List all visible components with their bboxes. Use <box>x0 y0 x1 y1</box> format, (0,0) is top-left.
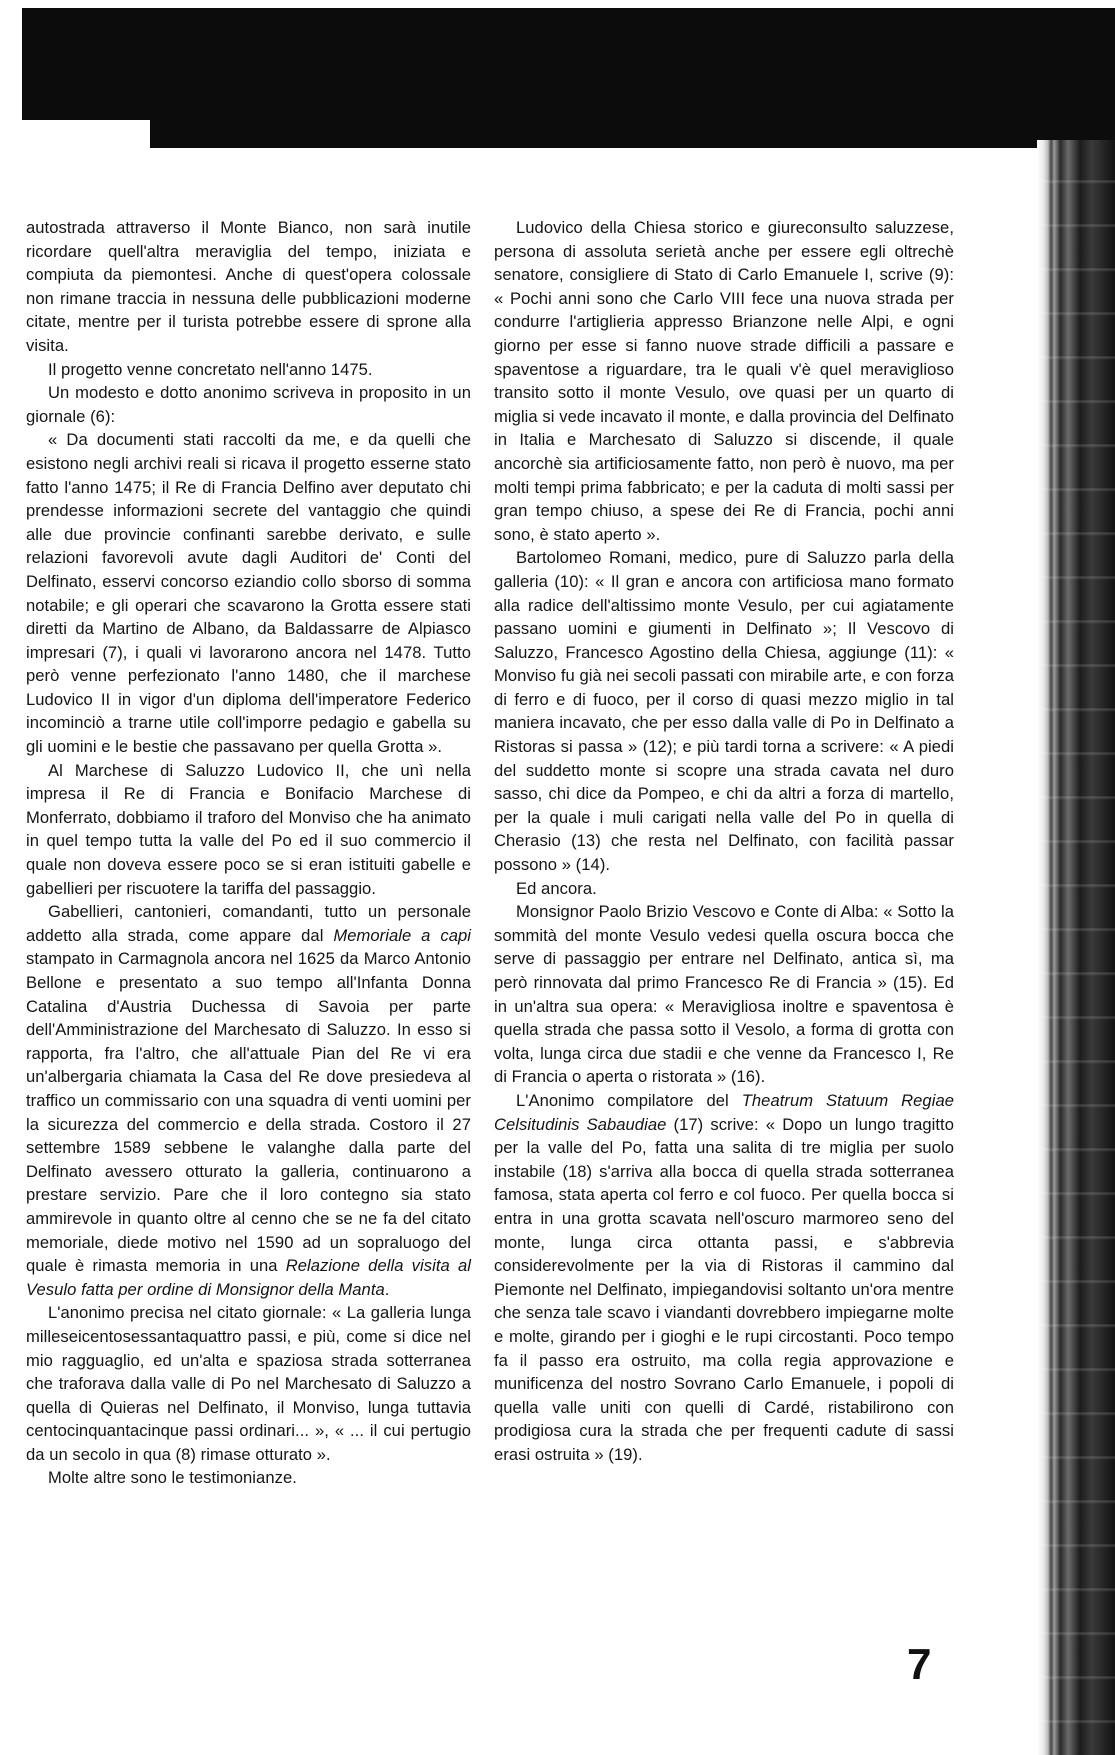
paragraph <box>26 900 471 1301</box>
text-run: Gabellieri, cantonieri, comandanti, tutto un personale addetto alla strada, come appare dal <box>26 902 471 945</box>
document-page <box>26 216 1016 1596</box>
italic-title: Memoriale a capi <box>333 925 471 945</box>
right-text-column <box>494 216 954 1466</box>
paragraph: Ludovico della Chiesa storico e giureconsulto saluzzese, persona di assoluta serietà anche per essere egli oltrechè senatore, consigliere di Stato di Carlo Emanuele I, scrive (9): « Pochi anni sono che Carlo VIII fece una nuova strada per condurre l'artiglieria appresso Brianzone nelle Alpi, e ogni giorno per esse si fanno nuove strade difficili a passare e spaventose a riguardare, tra le quali v'è quel meraviglioso transito sotto il monte Vesulo, ove quasi per un quarto di miglia si vede incavato il monte, e dalla provincia del Delfinato in Italia e Marchesato di Saluzzo si discende, il quale ancorchè sia artificiosamente fatto, non però è nuovo, ma per molti tempi prima fabbricato; e per la caduta di molti sassi per gran tempo chiuso, a spese dei Re di Francia, pochi anni sono, è stato aperto ». <box>494 218 954 544</box>
paragraph: Un modesto e dotto anonimo scriveva in proposito in un giornale (6): <box>26 383 471 426</box>
paragraph: « Da documenti stati raccolti da me, e da quelli che esistono negli archivi reali si ricava il progetto esserne stato fatto l'anno 1475; il Re di Francia Delfino aver deputato chi prendesse informazioni secrete del vantaggio che quindi alle due provincie confinanti sarebbe derivato, e sulle relazioni favorevoli avute dagli Auditori de' Conti del Delfinato, esservi concorso eziandio collo sborso di somma notabile; e gli operari che scavarono la Grotta essere stati diretti da Martino de Albano, da Baldassarre de Alpiasco impresari (7), i quali vi lavorarono ancora nel 1478. Tutto però venne perfezionato l'anno 1480, che il marchese Ludovico II in vigor d'un diploma dell'imperatore Federico incominciò a trarne utile coll'imporre pedagio e gabella su gli uomini e le bestie che passavano per quella Grotta ». <box>26 430 471 757</box>
scan-black-lip <box>22 108 150 120</box>
text-run: L'Anonimo compilatore del <box>516 1090 742 1110</box>
paragraph: Molte altre sono le testimonianze. <box>48 1468 297 1488</box>
italic-title: Theatrum Statuum Regiae Celsitudinis Sabaudiae <box>494 1090 954 1134</box>
paragraph: autostrada attraverso il Monte Bianco, non sarà inutile ricordare quell'altra meraviglia del tempo, iniziata e compiuta da piemontesi. Anche di quest'opera colossale non rimane traccia in nessuna delle pubblicazioni moderne citate, mentre per il turista potrebbe essere di sprone alla visita. <box>26 218 471 355</box>
paragraph: Ed ancora. <box>516 878 597 898</box>
paragraph: Il progetto venne concretato nell'anno 1475. <box>48 359 373 379</box>
paragraph: L'anonimo precisa nel citato giornale: « La galleria lunga milleseicentosessantaquattro passi, e più, come si dice nel mio ragguaglio, ed un'alta e spaziosa strada sotterranea che traforava dalla valle di Po nel Marchesato di Saluzzo a quella di Quieras nel Delfinato, il Monviso, lunga tuttavia centocinquantacinque passi ordinari... », « ... il cui pertugio da un secolo in qua (8) rimase otturato ». <box>26 1303 471 1464</box>
scan-black-header <box>22 8 1115 118</box>
text-run: . <box>384 1279 390 1299</box>
paragraph: Al Marchese di Saluzzo Ludovico II, che unì nella impresa il Re di Francia e Bonifacio Marchese di Monferrato, dobbiamo il traforo del Monviso che ha animato in quel tempo tutta la valle del Po ed il suo commercio il quale non doveva essere poco se si eran istituiti gabelle e gabellieri per riscuotere la tariffa del passaggio. <box>26 760 471 898</box>
paragraph: Monsignor Paolo Brizio Vescovo e Conte di Alba: « Sotto la sommità del monte Vesulo vedesi quella oscura bocca che serve di passaggio per entrare nel Delfinato, antica sì, ma però rinnovata dal primo Francesco Re di Francia » (15). Ed in un'altra sua opera: « Meravigliosa inoltre e spaventosa è quella strada che passa sotto il Vesolo, a forma di grotta con volta, lunga circa due stadii e che venne da Francesco I, Re di Francia o aperta o ristorata » (16). <box>494 902 954 1087</box>
text-run: stampato in Carmagnola ancora nel 1625 da Marco Antonio Bellone e presentato a suo tempo all'Infanta Donna Catalina d'Austria Duchessa di Savoia per parte dell'Amministrazione del Marchesato di Saluzzo. In esso si rapporta, fra l'altro, che all'attuale Pian del Re vi era un'albergaria chiamata la Casa del Re dove presiedeva al traffico un commissario con una squadra di venti uomini per la sicurezza del commercio e della strada. Costoro il 27 settembre 1589 sebbene le valanghe dalla parte del Delfinato avessero otturato la galleria, continuarono a prestare servizio. Pare che il loro contegno sia stato ammirevole in quanto oltre al cenno che se ne fa del citato memoriale, diede motivo nel 1590 ad un sopraluogo del quale è rimasta memoria in una <box>26 949 471 1276</box>
paragraph: Bartolomeo Romani, medico, pure di Saluzzo parla della galleria (10): « Il gran e ancora con artificiosa mano formato alla radice dell'altissimo monte Vesulo, per cui agiatamente passano uomini e giumenti in Delfinato »; Il Vescovo di Saluzzo, Francesco Agostino della Chiesa, aggiunge (11): « Monviso fu già nei secoli passati con mirabile arte, e con forza di ferro e di fuoco, per il corso di quasi mezzo miglio in tal maniera incavato, che per esso dalla valle di Po in Delfinato a Ristoras si passa » (12); e più tardi torna a scrivere: « A piedi del suddetto monte si scopre una strada cavata nel duro sasso, chi dice da Pompeo, e chi da altri a forza di martello, per la quale i muli carigati nella valle del Po in quella di Cherasio (13) che resta nel Delfinato, con facilità passar possono » (14). <box>494 548 954 875</box>
scan-top-border <box>0 0 1115 148</box>
italic-title: Relazione della visita al Vesulo fatta per ordine di Monsignor della Manta <box>26 1256 471 1299</box>
scan-black-step <box>150 108 1115 148</box>
text-run: (17) scrive: « Dopo un lungo tragitto per la valle del Po, fatta una salita di tre miglia per suolo instabile (18) s'arriva alla bocca di quella strada sotterranea famosa, stata aperta col ferro e col fuoco. Per quella bocca si entra in una grotta scavata nell'oscuro marmoreo seno del monte, lunga circa ottanta passi, e s'abbrevia considerevolmente per la via di Ristoras il cammino dal Piemonte nel Delfinato, impiegandovisi soltanto un'ora mentre che senza tale scavo i viandanti dovrebbero impiegarne molte e molte, girando per i gioghi e le rupi circostanti. Poco tempo fa il passo era ostruito, ma colla regia approvazione e munificenza del nostro Sovrano Carlo Emanuele, i popoli di quella valle uniti con quelli di Cardé, ristabilirono con prodigiosa cura la strada che per frequenti cadute di sassi erasi ostruita » (19). <box>494 1114 954 1464</box>
page-number: 7 <box>907 1640 932 1689</box>
paragraph <box>494 1089 954 1467</box>
left-text-column <box>26 216 471 1490</box>
scan-right-edge-streaks <box>1037 140 1115 1755</box>
